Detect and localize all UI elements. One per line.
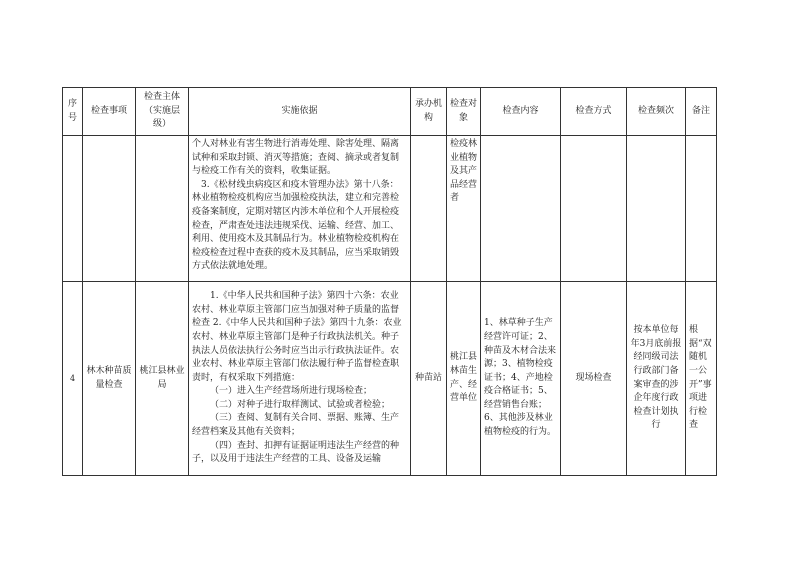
basis-paragraph: （一）进入生产经营场所进行现场检查； xyxy=(210,386,373,397)
header-row xyxy=(63,88,717,136)
cell-item xyxy=(83,136,136,282)
header-target: 检查对象 xyxy=(447,88,481,136)
cell-remark xyxy=(686,136,717,282)
cell-subject xyxy=(136,136,189,282)
basis-paragraph: 个人对林业有害生物进行消毒处理、除害处理、隔离试种和采取封锁、消灭等措施；查阅、摘录或者复制与检疫工作有关的资料，收集证据。 xyxy=(192,139,400,177)
basis-paragraph: 3.《松材线虫病疫区和疫木管理办法》第十八条：林业植物检疫机构应当加强检疫执法，建立和完善检疫备案制度，定期对辖区内涉木单位和个人开展检疫检查，严肃查处违法违规采伐、运输、经营、加工、利用、使用疫木及其制品行为。林业植物检疫机构在检疫检查过程中查获的疫木及其制品，应当采取销毁方式依法就地处理。 xyxy=(192,179,400,272)
cell-org: 种苗站 xyxy=(411,282,447,476)
basis-paragraph: （二）对种子进行取样测试、试验或者检验； xyxy=(210,399,391,410)
cell-target: 桃江县林苗生产、经营单位 xyxy=(447,282,481,476)
header-seq: 序号 xyxy=(63,88,83,136)
basis-paragraph: （四）查封、扣押有证据证明违法生产经营的种子，以及用于违法生产经营的工具、设备及运输 xyxy=(192,440,400,465)
header-content: 检查内容 xyxy=(481,88,561,136)
cell-content xyxy=(481,136,561,282)
cell-item: 林木种苗质量检查 xyxy=(83,282,136,476)
cell-basis xyxy=(189,136,411,282)
header-frequency: 检查频次 xyxy=(627,88,686,136)
header-remark: 备注 xyxy=(686,88,717,136)
header-subject: 检查主体（实施层级） xyxy=(136,88,189,136)
basis-paragraph: （三）查阅、复制有关合同、票据、账簿、生产经营档案及其他有关资料； xyxy=(192,413,400,438)
header-item: 检查事项 xyxy=(83,88,136,136)
cell-content: 1、林草种子生产经营许可证；2、种苗及木材合法来源；3、植物检疫证书；4、产地检疫合格证书；5、经营销售台账；6、其他涉及林业植物检疫的行为。 xyxy=(481,282,561,476)
cell-frequency xyxy=(627,136,686,282)
cell-frequency: 按本单位每年3月底前报经同级司法行政部门备案审查的涉企年度行政检查计划执行 xyxy=(627,282,686,476)
inspection-table xyxy=(62,87,717,476)
cell-method: 现场检查 xyxy=(561,282,627,476)
cell-method xyxy=(561,136,627,282)
cell-subject: 桃江县林业局 xyxy=(136,282,189,476)
table-row xyxy=(63,282,717,476)
header-basis: 实施依据 xyxy=(189,88,411,136)
cell-org xyxy=(411,136,447,282)
cell-remark: 根据“双随机一公开”事项进行检查 xyxy=(686,282,717,476)
basis-paragraph: 1.《中华人民共和国种子法》第四十六条：农业农村、林业草原主管部门应当加强对种子质量的监督检查 2.《中华人民共和国种子法》第四十九条：农业农村、林业草原主管部门是种子行政执法机关。种子执法人员依法执行公务时应当出示行政执法证件。农业农村、林业草原主管部门依法履行种子监督检查职责时，有权采取下列措施： xyxy=(192,291,402,383)
header-method: 检查方式 xyxy=(561,88,627,136)
table-row xyxy=(63,136,717,282)
cell-seq: 4 xyxy=(63,282,83,476)
cell-seq xyxy=(63,136,83,282)
cell-target: 检疫林业植物及其产品经营者 xyxy=(447,136,481,282)
header-org: 承办机构 xyxy=(411,88,447,136)
cell-basis xyxy=(189,282,411,476)
